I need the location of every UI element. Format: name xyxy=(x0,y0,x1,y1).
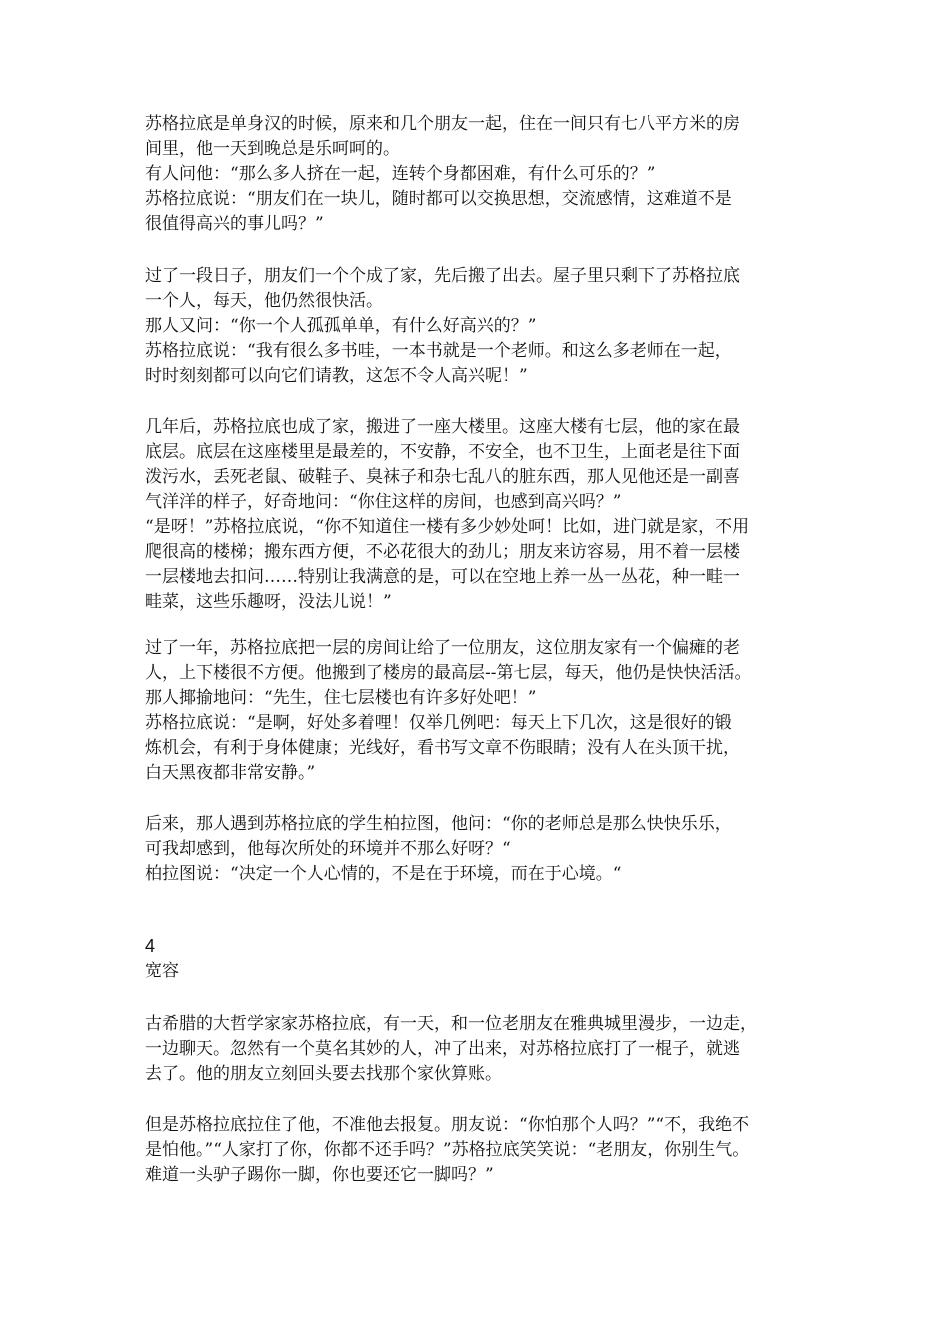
paragraph-7 xyxy=(145,1113,815,1188)
section-title: 宽容 xyxy=(145,961,179,981)
paragraph-line: 泼污水，丢死老鼠、破鞋子、臭袜子和杂七乱八的脏东西，那人见他还是一副喜 xyxy=(145,467,740,487)
paragraph-line: 苏格拉底说：“朋友们在一块儿，随时都可以交换思想，交流感情，这难道不是 xyxy=(145,189,732,209)
paragraph-line: 可我却感到，他每次所处的环境并不那么好呀？“ xyxy=(145,839,511,859)
paragraph-1 xyxy=(145,112,815,237)
paragraph-line: 爬很高的楼梯；搬东西方便，不必花很大的劲儿；朋友来访容易，用不着一层楼 xyxy=(145,542,740,562)
paragraph-line: 但是苏格拉底拉住了他，不准他去报复。朋友说：“你怕那个人吗？”“不，我绝不 xyxy=(145,1115,750,1135)
paragraph-line: 底层。底层在这座楼里是最差的，不安静，不安全，也不卫生，上面老是往下面 xyxy=(145,442,740,462)
paragraph-line: 白天黑夜都非常安静。” xyxy=(145,763,316,783)
paragraph-line: 那人又问：“你一个人孤孤单单，有什么好高兴的？” xyxy=(145,316,537,336)
paragraph-line: 一个人，每天，他仍然很快活。 xyxy=(145,291,383,311)
paragraph-4 xyxy=(145,636,815,786)
paragraph-line: 畦菜，这些乐趣呀，没法儿说！” xyxy=(145,592,392,612)
paragraph-line: 人，上下楼很不方便。他搬到了楼房的最高层--第七层，每天，他仍是快快活活。 xyxy=(145,663,752,683)
paragraph-6 xyxy=(145,1012,815,1087)
paragraph-line: 炼机会，有利于身体健康；光线好，看书写文章不伤眼睛；没有人在头顶干扰， xyxy=(145,738,740,758)
paragraph-line: 过了一年，苏格拉底把一层的房间让给了一位朋友，这位朋友家有一个偏瘫的老 xyxy=(145,638,740,658)
paragraph-line: 后来，那人遇到苏格拉底的学生柏拉图，他问：“你的老师总是那么快快乐乐， xyxy=(145,814,732,834)
section-heading xyxy=(145,934,815,984)
section-number: 4 xyxy=(145,936,156,956)
paragraph-line: 古希腊的大哲学家家苏格拉底，有一天，和一位老朋友在雅典城里漫步，一边走， xyxy=(145,1014,757,1034)
paragraph-line: 那人揶揄地问：“先生，住七层楼也有许多好处吧！” xyxy=(145,688,537,708)
paragraph-line: 过了一段日子，朋友们一个个成了家，先后搬了出去。屋子里只剩下了苏格拉底 xyxy=(145,266,740,286)
paragraph-3 xyxy=(145,415,815,615)
paragraph-line: 时时刻刻都可以向它们请教，这怎不令人高兴呢！” xyxy=(145,366,528,386)
paragraph-line: “是呀！”苏格拉底说，“你不知道住一楼有多少妙处呵！比如，进门就是家，不用 xyxy=(145,517,750,537)
paragraph-line: 难道一头驴子踢你一脚，你也要还它一脚吗？” xyxy=(145,1165,494,1185)
paragraph-line: 气洋洋的样子，好奇地问：“你住这样的房间，也感到高兴吗？” xyxy=(145,492,622,512)
paragraph-line: 柏拉图说：“决定一个人心情的，不是在于环境，而在于心境。“ xyxy=(145,864,622,884)
paragraph-line: 去了。他的朋友立刻回头要去找那个家伙算账。 xyxy=(145,1064,502,1084)
paragraph-line: 是怕他。”“人家打了你，你都不还手吗？”苏格拉底笑笑说：“老朋友，你别生气。 xyxy=(145,1140,750,1160)
paragraph-line: 苏格拉底说：“我有很么多书哇，一本书就是一个老师。和这么多老师在一起， xyxy=(145,341,732,361)
paragraph-2 xyxy=(145,264,815,389)
paragraph-line: 苏格拉底说：“是啊，好处多着哩！仅举几例吧：每天上下几次，这是很好的锻 xyxy=(145,713,732,733)
paragraph-line: 很值得高兴的事儿吗？” xyxy=(145,214,324,234)
paragraph-line: 一层楼地去扣问……特别让我满意的是，可以在空地上养一丛一丛花，种一畦一 xyxy=(145,567,740,587)
paragraph-5 xyxy=(145,812,815,887)
paragraph-line: 有人问他：“那么多人挤在一起，连转个身都困难，有什么可乐的？” xyxy=(145,164,656,184)
paragraph-line: 几年后，苏格拉底也成了家，搬进了一座大楼里。这座大楼有七层，他的家在最 xyxy=(145,417,740,437)
paragraph-line: 一边聊天。忽然有一个莫名其妙的人，冲了出来，对苏格拉底打了一棍子，就逃 xyxy=(145,1039,740,1059)
paragraph-line: 苏格拉底是单身汉的时候，原来和几个朋友一起，住在一间只有七八平方米的房 xyxy=(145,114,740,134)
paragraph-line: 间里，他一天到晚总是乐呵呵的。 xyxy=(145,139,400,159)
